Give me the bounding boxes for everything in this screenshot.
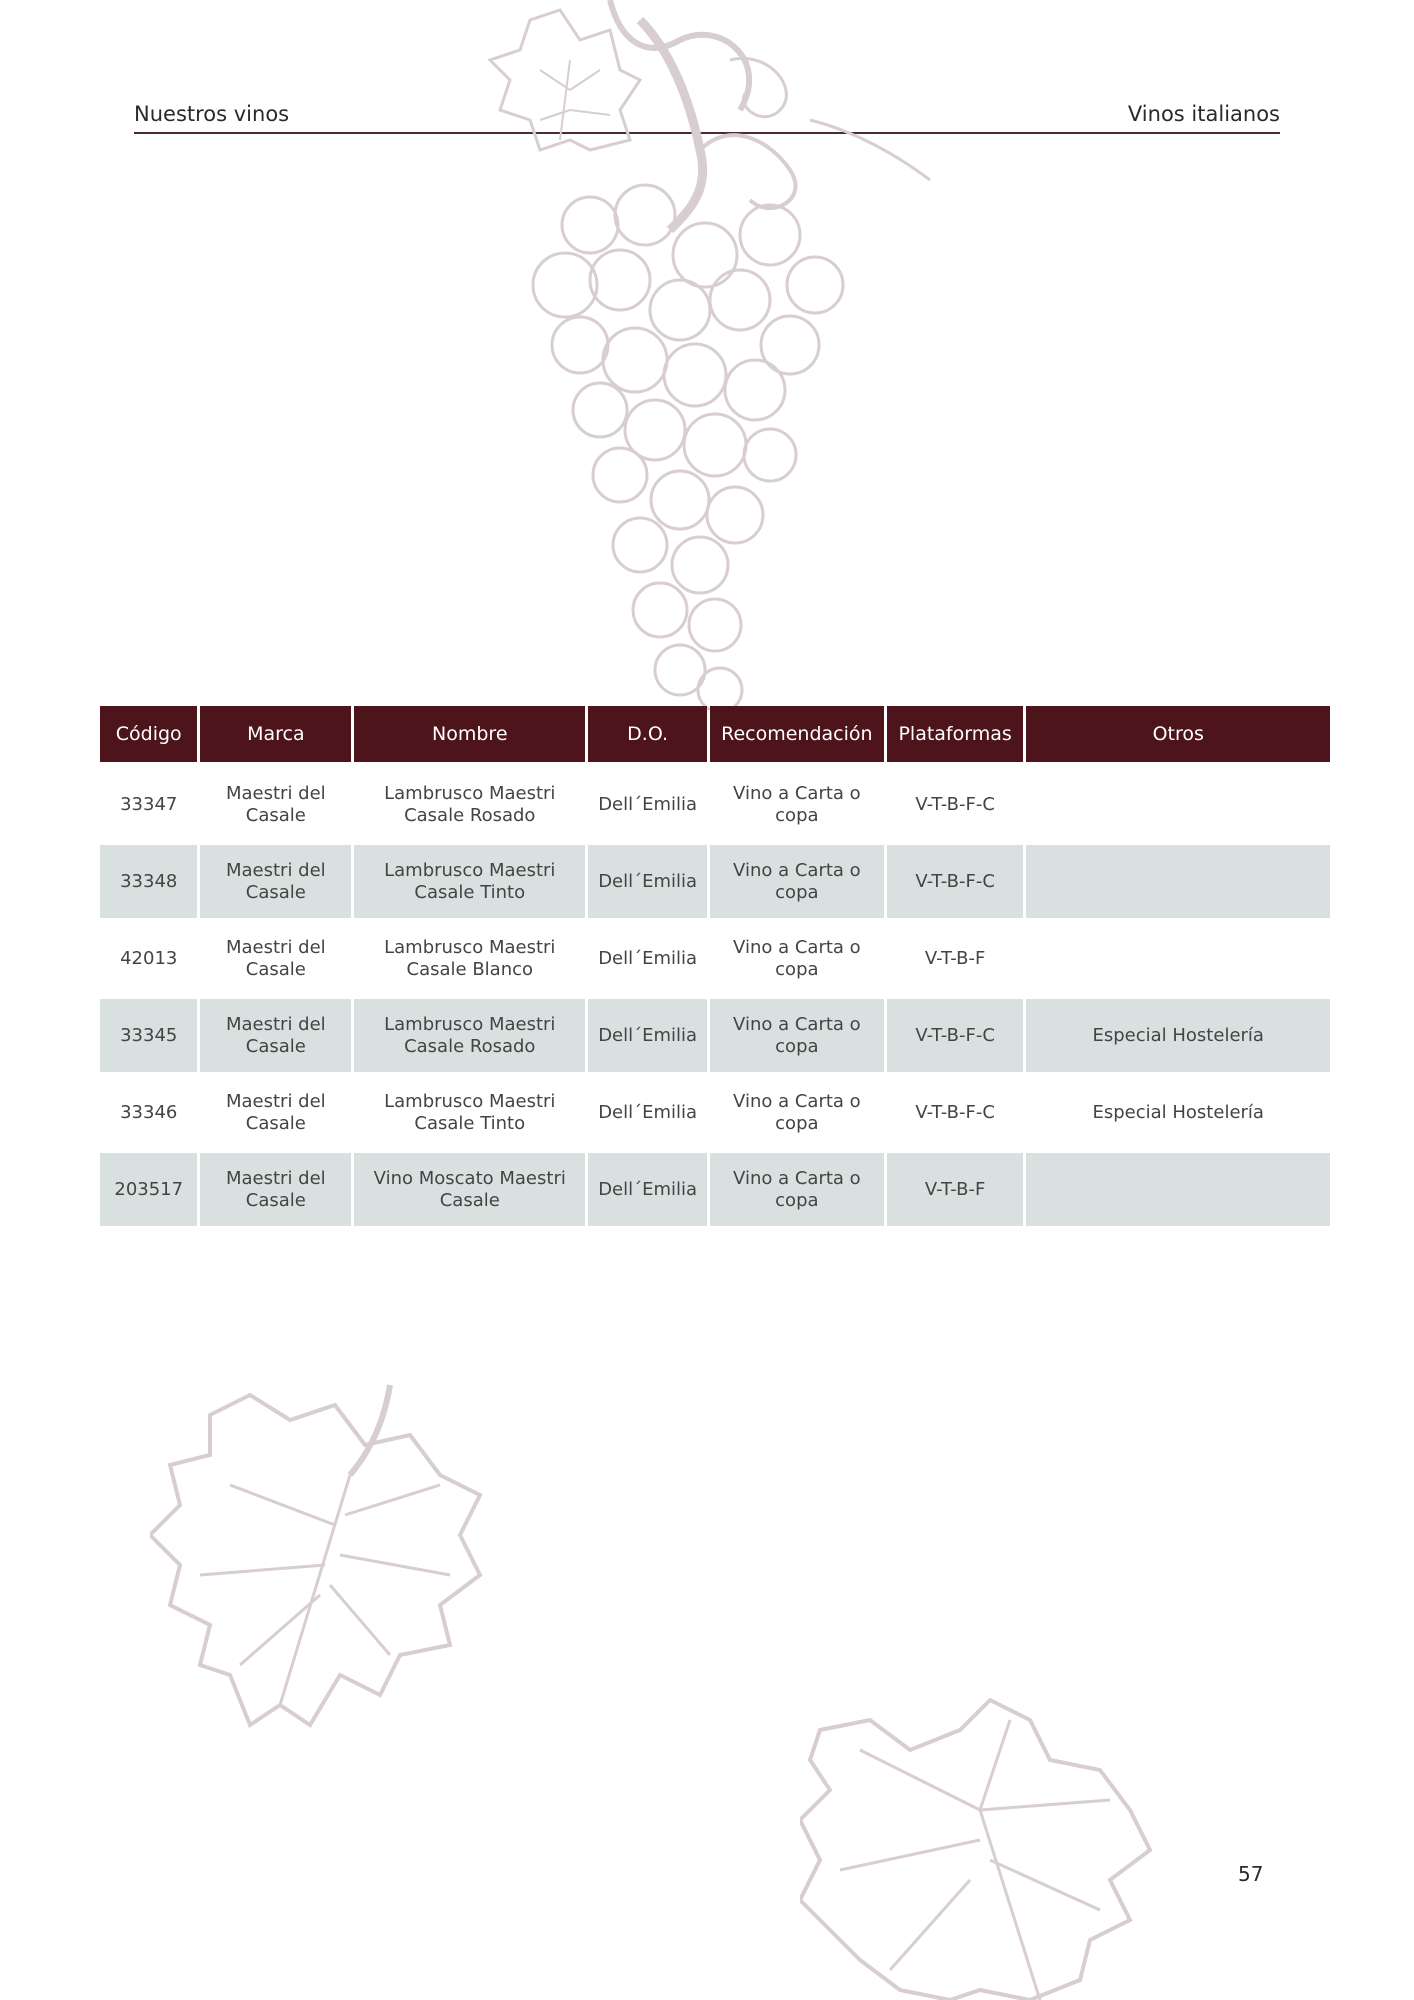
cell-otros <box>1026 1153 1330 1230</box>
vine-leaf-illustration <box>150 1375 500 1755</box>
cell-codigo: 42013 <box>100 922 197 999</box>
cell-plataformas: V-T-B-F <box>887 922 1024 999</box>
table-row <box>100 768 1330 845</box>
cell-nombre: Lambrusco Maestri Casale Blanco <box>354 922 585 999</box>
cell-recomendacion: Vino a Carta o copa <box>710 845 884 922</box>
wine-table <box>97 706 1333 1230</box>
cell-plataformas: V-T-B-F <box>887 1153 1024 1230</box>
column-header-recomendacion: Recomendación <box>710 706 884 768</box>
table-row <box>100 845 1330 922</box>
cell-recomendacion: Vino a Carta o copa <box>710 1153 884 1230</box>
cell-nombre: Lambrusco Maestri Casale Tinto <box>354 845 585 922</box>
table-row <box>100 922 1330 999</box>
cell-codigo: 33345 <box>100 999 197 1076</box>
column-header-plataformas: Plataformas <box>887 706 1024 768</box>
subsection-title: Vinos italianos <box>1127 102 1280 126</box>
cell-marca: Maestri del Casale <box>200 999 351 1076</box>
cell-otros: Especial Hostelería <box>1026 1076 1330 1153</box>
cell-otros <box>1026 845 1330 922</box>
column-header-otros: Otros <box>1026 706 1330 768</box>
vine-leaf-illustration <box>800 1690 1160 2000</box>
cell-do: Dell´Emilia <box>588 922 707 999</box>
cell-codigo: 33346 <box>100 1076 197 1153</box>
cell-marca: Maestri del Casale <box>200 768 351 845</box>
grape-bunch-illustration <box>470 0 950 710</box>
cell-otros: Especial Hostelería <box>1026 999 1330 1076</box>
cell-plataformas: V-T-B-F-C <box>887 768 1024 845</box>
cell-otros <box>1026 768 1330 845</box>
cell-nombre: Vino Moscato Maestri Casale <box>354 1153 585 1230</box>
cell-recomendacion: Vino a Carta o copa <box>710 999 884 1076</box>
cell-do: Dell´Emilia <box>588 1076 707 1153</box>
cell-do: Dell´Emilia <box>588 845 707 922</box>
cell-codigo: 33347 <box>100 768 197 845</box>
cell-recomendacion: Vino a Carta o copa <box>710 768 884 845</box>
cell-plataformas: V-T-B-F-C <box>887 1076 1024 1153</box>
cell-marca: Maestri del Casale <box>200 1153 351 1230</box>
cell-marca: Maestri del Casale <box>200 922 351 999</box>
table-row <box>100 1076 1330 1153</box>
cell-marca: Maestri del Casale <box>200 845 351 922</box>
cell-do: Dell´Emilia <box>588 999 707 1076</box>
column-header-nombre: Nombre <box>354 706 585 768</box>
cell-do: Dell´Emilia <box>588 1153 707 1230</box>
cell-codigo: 33348 <box>100 845 197 922</box>
page-number: 57 <box>1238 1862 1264 1886</box>
cell-plataformas: V-T-B-F-C <box>887 845 1024 922</box>
column-header-marca: Marca <box>200 706 351 768</box>
cell-recomendacion: Vino a Carta o copa <box>710 1076 884 1153</box>
cell-plataformas: V-T-B-F-C <box>887 999 1024 1076</box>
column-header-codigo: Código <box>100 706 197 768</box>
section-title: Nuestros vinos <box>134 102 290 126</box>
cell-nombre: Lambrusco Maestri Casale Rosado <box>354 999 585 1076</box>
cell-nombre: Lambrusco Maestri Casale Tinto <box>354 1076 585 1153</box>
cell-do: Dell´Emilia <box>588 768 707 845</box>
cell-marca: Maestri del Casale <box>200 1076 351 1153</box>
table-header-row <box>100 706 1330 768</box>
cell-codigo: 203517 <box>100 1153 197 1230</box>
cell-recomendacion: Vino a Carta o copa <box>710 922 884 999</box>
table-row <box>100 999 1330 1076</box>
column-header-do: D.O. <box>588 706 707 768</box>
table-row <box>100 1153 1330 1230</box>
cell-nombre: Lambrusco Maestri Casale Rosado <box>354 768 585 845</box>
cell-otros <box>1026 922 1330 999</box>
